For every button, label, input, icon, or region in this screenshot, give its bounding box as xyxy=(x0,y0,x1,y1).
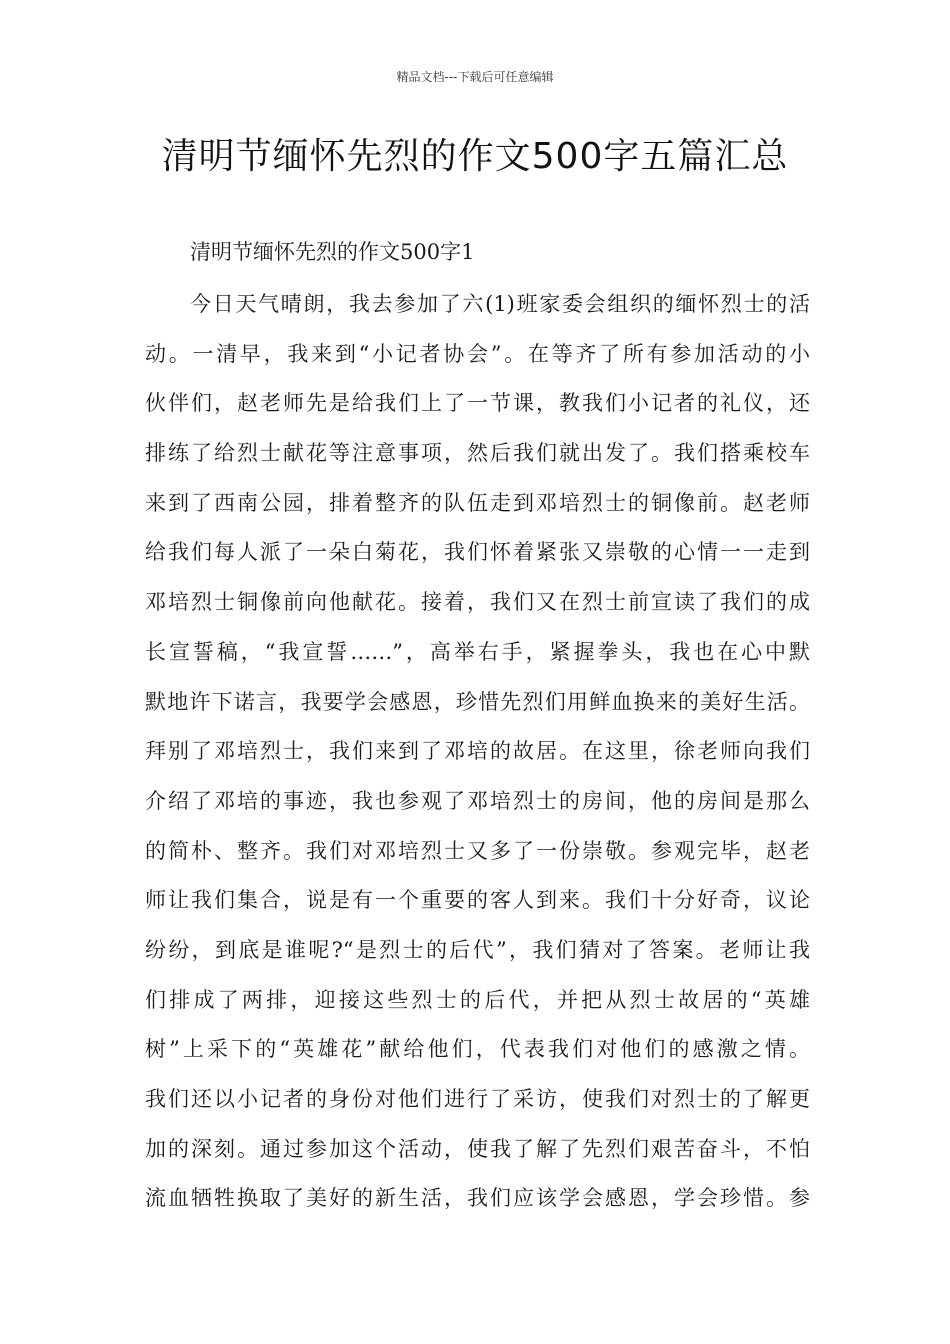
text-line: 拜别了邓培烈士，我们来到了邓培的故居。在这里，徐老师向我们 xyxy=(145,739,810,764)
header-note: 精品文档---下载后可任意编辑 xyxy=(396,70,554,84)
text-line: 动。一清早，我来到“小记者协会”。在等齐了所有参加活动的小 xyxy=(145,341,810,366)
essay-body xyxy=(145,280,810,1224)
text-line: 来到了西南公园，排着整齐的队伍走到邓培烈士的铜像前。赵老师 xyxy=(145,490,810,515)
text-line: 流血牺牲换取了美好的新生活，我们应该学会感恩，学会珍惜。参 xyxy=(145,1186,810,1211)
text-line: 给我们每人派了一朵白菊花，我们怀着紧张又崇敬的心情一一走到 xyxy=(145,540,810,565)
text-line: 邓培烈士铜像前向他献花。接着，我们又在烈士前宣读了我们的成 xyxy=(145,590,810,615)
text-line: 们排成了两排，迎接这些烈士的后代，并把从烈士故居的“英雄 xyxy=(145,987,810,1012)
text-line: 介绍了邓培的事迹，我也参观了邓培烈士的房间，他的房间是那么 xyxy=(145,788,810,813)
text-line: 默地许下诺言，我要学会感恩，珍惜先烈们用鲜血换来的美好生活。 xyxy=(145,689,810,714)
text-line: 伙伴们，赵老师先是给我们上了一节课，教我们小记者的礼仪，还 xyxy=(145,391,810,416)
text-line: 我们还以小记者的身份对他们进行了采访，使我们对烈士的了解更 xyxy=(145,1087,810,1111)
text-line: 树”上采下的“英雄花”献给他们，代表我们对他们的感激之情。 xyxy=(145,1037,810,1062)
text-line: 纷纷，到底是谁呢?“是烈士的后代”，我们猜对了答案。老师让我 xyxy=(145,937,810,962)
text-line: 的简朴、整齐。我们对邓培烈士又多了一份崇敬。参观完毕，赵老 xyxy=(145,838,810,863)
section-heading: 清明节缅怀先烈的作文500字1 xyxy=(190,240,475,264)
document-title: 清明节缅怀先烈的作文500字五篇汇总 xyxy=(161,136,789,177)
text-line: 排练了给烈士献花等注意事项，然后我们就出发了。我们搭乘校车 xyxy=(145,441,810,466)
text-line: 长宣誓稿，“我宣誓……”，高举右手，紧握拳头，我也在心中默 xyxy=(145,639,810,664)
text-line: 加的深刻。通过参加这个活动，使我了解了先烈们艰苦奋斗，不怕 xyxy=(145,1136,810,1161)
text-line: 师让我们集合，说是有一个重要的客人到来。我们十分好奇，议论 xyxy=(145,888,810,913)
text-line: 今日天气晴朗，我去参加了六(1)班家委会组织的缅怀烈士的活 xyxy=(190,292,810,316)
